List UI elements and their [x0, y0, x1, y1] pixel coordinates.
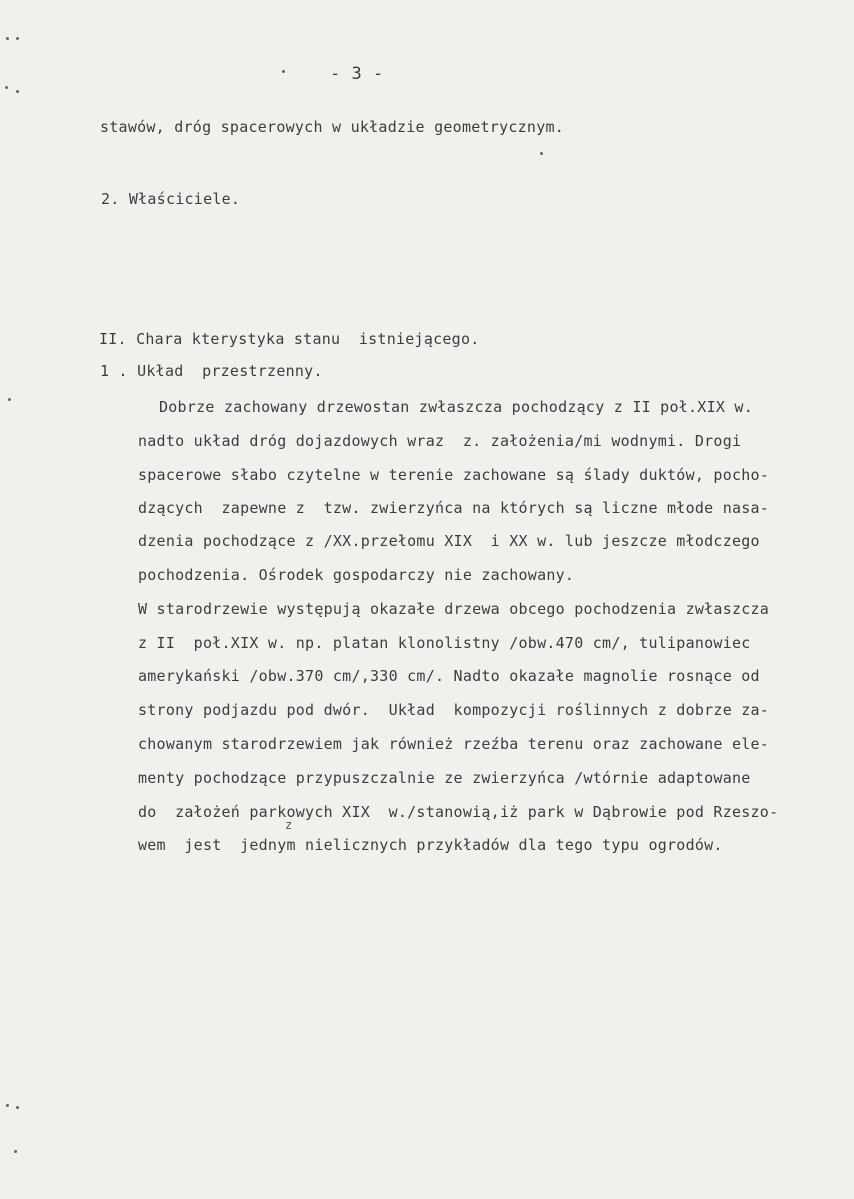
text-line: stawów, dróg spacerowych w układzie geometrycznym. — [100, 118, 565, 136]
text-line: strony podjazdu pod dwór. Układ kompozycji roślinnych z dobrze za- — [138, 701, 770, 719]
binding-hole-speck — [16, 1106, 19, 1109]
ink-speck — [540, 152, 543, 155]
text-line: dzenia pochodzące z /XX.przełomu XIX i XX w. lub jeszcze młodczego — [138, 532, 760, 550]
page-number: - 3 - — [330, 64, 384, 84]
text-line: menty pochodzące przypuszczalnie ze zwierzyńca /wtórnie adaptowane — [138, 769, 751, 787]
text-line: spacerowe słabo czytelne w terenie zachowane są ślady duktów, pocho- — [138, 466, 770, 484]
binding-hole-speck — [16, 90, 19, 93]
binding-hole-speck — [14, 1150, 17, 1153]
text-line: dzących zapewne z tzw. zwierzyńca na których są liczne młode nasa- — [138, 499, 770, 517]
binding-hole-speck — [5, 86, 8, 89]
binding-hole-speck — [6, 37, 9, 40]
binding-hole-speck — [6, 1104, 9, 1107]
text-line: W starodrzewie występują okazałe drzewa obcego pochodzenia zwłaszcza — [138, 600, 770, 618]
text-line: wem jest jednym nielicznych przykładów dla tego typu ogrodów. — [138, 836, 723, 854]
text-line: chowanym starodrzewiem jak również rzeźba terenu oraz zachowane ele- — [138, 735, 770, 753]
section-heading-owners: 2. Właściciele. — [101, 190, 241, 208]
text-line: amerykański /obw.370 cm/,330 cm/. Nadto okazałe magnolie rosnące od — [138, 667, 760, 685]
ink-speck — [282, 70, 285, 73]
text-line: do założeń parkowych XIX w./stanowią,iż park w Dąbrowie pod Rzeszo- — [138, 803, 779, 821]
text-line: Dobrze zachowany drzewostan zwłaszcza pochodzący z II poł.XIX w. — [159, 398, 753, 416]
section-heading-layout: 1 . Układ przestrzenny. — [100, 362, 323, 380]
binding-hole-speck — [16, 37, 19, 40]
text-line: z II poł.XIX w. np. platan klonolistny /obw.470 cm/, tulipanowiec — [138, 634, 751, 652]
binding-hole-speck — [8, 398, 11, 401]
chapter-heading: II. Chara kterystyka stanu istniejącego. — [99, 330, 480, 348]
handwritten-insertion: z — [285, 818, 293, 832]
text-line: nadto układ dróg dojazdowych wraz z. założenia/mi wodnymi. Drogi — [138, 432, 742, 450]
text-line: pochodzenia. Ośrodek gospodarczy nie zachowany. — [138, 566, 575, 584]
